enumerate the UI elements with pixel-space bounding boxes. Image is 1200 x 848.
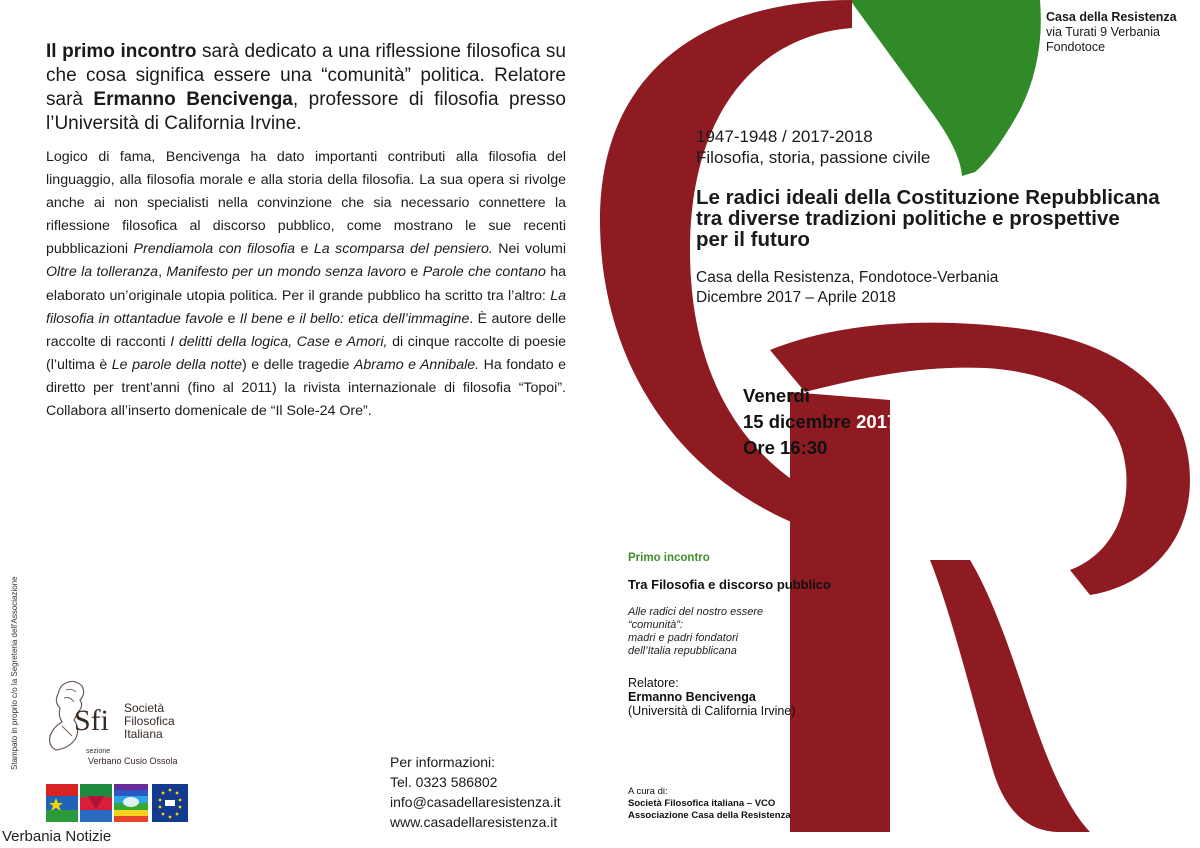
series-dates (696, 126, 930, 168)
organizer-2: Associazione Casa della Resistenza (628, 810, 791, 821)
info-phone: Tel. 0323 586802 (390, 774, 498, 790)
sfi-line1: Società (124, 701, 165, 715)
printing-note: Stampato in proprio c/o la Segreteria dell'Associazione (10, 576, 19, 770)
speaker-name-bold: Ermanno Bencivenga (93, 89, 293, 110)
sfi-sezione: sezione (86, 748, 111, 755)
bio-italic-title: I delitti della logica, Case e Amori, (170, 333, 388, 350)
bio-italic-title: Parole che contano (422, 264, 546, 281)
bio-text: Nei volumi (492, 241, 566, 258)
bio-text: Ha fondato e diretto per trent’anni (fino al 2011) la rivista internazionale di filosofia “Topoi”. Collabora all’inserto domenicale de “Il Sole-24 Ore”. (46, 356, 567, 420)
flag-1-icon (46, 784, 78, 822)
bio-italic-title: La scomparsa del pensiero. (313, 241, 493, 258)
peace-flag-icon (114, 784, 148, 822)
bio-text: . È autore delle raccolte di racconti (46, 310, 567, 350)
venue-name: Casa della Resistenza (1046, 10, 1177, 24)
speaker-name: Ermanno Bencivenga (628, 690, 756, 704)
bio-italic-title: La filosofia in ottantadue favole (46, 287, 566, 327)
subtitle-line3: madri e padri fondatori (628, 632, 739, 644)
bio-italic-title: Manifesto per un mondo senza lavoro (166, 264, 407, 281)
bio-text: e (295, 241, 314, 258)
flag-2-icon (80, 784, 112, 822)
event-time: Ore 16:30 (743, 437, 828, 458)
intro-text-second: , professore di filosofia presso l’Università di California Irvine. (46, 89, 566, 134)
event-datetime (743, 383, 897, 461)
biography-paragraph (46, 146, 566, 423)
series-theme: Filosofia, storia, passione civile (696, 148, 931, 167)
subtitle-line1: Alle radici del nostro essere (628, 606, 764, 618)
info-website-link[interactable]: www.casadellaresistenza.it (390, 814, 558, 830)
headline-line3: per il futuro (696, 228, 810, 251)
intro-bold-first: Il primo incontro (46, 41, 197, 62)
organizers-block (628, 786, 791, 822)
bio-text: e (223, 310, 240, 327)
series-place (696, 268, 998, 308)
event-day: Venerdì (743, 385, 810, 406)
subtitle-line4: dell’Italia repubblicana (628, 645, 737, 657)
partner-flags (46, 784, 188, 822)
meeting-subtitle (628, 606, 778, 658)
bio-text: ) e delle tragedie (242, 356, 354, 373)
sfi-abbreviation: Sfi (74, 704, 110, 737)
venue-address-1: via Turati 9 Verbania (1046, 25, 1160, 39)
sfi-line2: Filosofica (124, 714, 175, 728)
bio-italic-title: Oltre la tolleranza (46, 264, 159, 281)
bio-italic-title: Il bene e il bello: etica dell’immagine (239, 310, 470, 327)
red-r-leg (930, 560, 1090, 832)
sfi-logo (44, 676, 244, 776)
event-date: 15 dicembre (743, 411, 857, 432)
subtitle-line2: “comunità”: (628, 619, 684, 631)
bio-italic-title: Abramo e Annibale. (353, 356, 480, 373)
headline-line2: tra diverse tradizioni politiche e prospettive (696, 207, 1120, 230)
sfi-line3: Italiana (124, 727, 163, 741)
event-year: 2017 (856, 411, 898, 432)
intro-text-first: sarà dedicato a una riflessione filosofica su che cosa significa essere una “comunità” politica. Relatore sarà (46, 41, 567, 110)
bio-text: ha elaborato un’originale utopia politica. Per il grande pubblico ha scritto tra l’altro: (46, 264, 567, 304)
eu-flag-icon (152, 784, 188, 822)
sfi-section-name: Verbano Cusio Ossola (88, 756, 178, 766)
place-period: Dicembre 2017 – Aprile 2018 (696, 289, 896, 306)
bio-text: e (406, 264, 423, 281)
venue-header (1046, 10, 1177, 55)
bio-text: , (158, 264, 167, 281)
info-email-link[interactable]: info@casadellaresistenza.it (390, 794, 561, 810)
venue-address-2: Fondotoce (1046, 40, 1106, 54)
meeting-title: Tra Filosofia e discorso pubblico (628, 577, 831, 592)
organizers-label: A cura di: (628, 786, 668, 797)
bio-text: di cinque raccolte di poesie (l’ultima è (46, 333, 566, 373)
contact-info (390, 752, 561, 832)
bio-text: Logico di fama, Bencivenga ha dato importanti contributi alla filosofia del linguaggio, alla filosofia morale e alla storia della filosofia. La sua opera si rivolge anche ai non specialisti nella convinzione che sia necessario connettere la riflessione filosofica al discorso pubblico, come mostrano le sue recenti pubblicazioni (46, 149, 566, 258)
speaker-affiliation: (Università di California Irvine) (628, 704, 796, 718)
headline-line1: Le radici ideali della Costituzione Repubblicana (696, 186, 1160, 209)
speaker-label: Relatore: (628, 676, 679, 690)
sfi-name (124, 702, 175, 741)
info-title: Per informazioni: (390, 754, 496, 770)
intro-paragraph (46, 40, 566, 136)
organizer-1: Società Filosofica italiana – VCO (628, 798, 776, 809)
watermark-text: Verbania Notizie (2, 828, 112, 845)
bio-italic-title: Prendiamola con filosofia (133, 241, 296, 258)
series-years: 1947-1948 / 2017-2018 (696, 127, 873, 146)
speaker-block (628, 676, 795, 718)
bio-italic-title: Le parole della notte (111, 356, 243, 373)
series-headline (696, 187, 1186, 250)
place-name: Casa della Resistenza, Fondotoce-Verbania (696, 269, 999, 286)
meeting-label: Primo incontro (628, 552, 710, 564)
event-date-line (743, 409, 897, 435)
